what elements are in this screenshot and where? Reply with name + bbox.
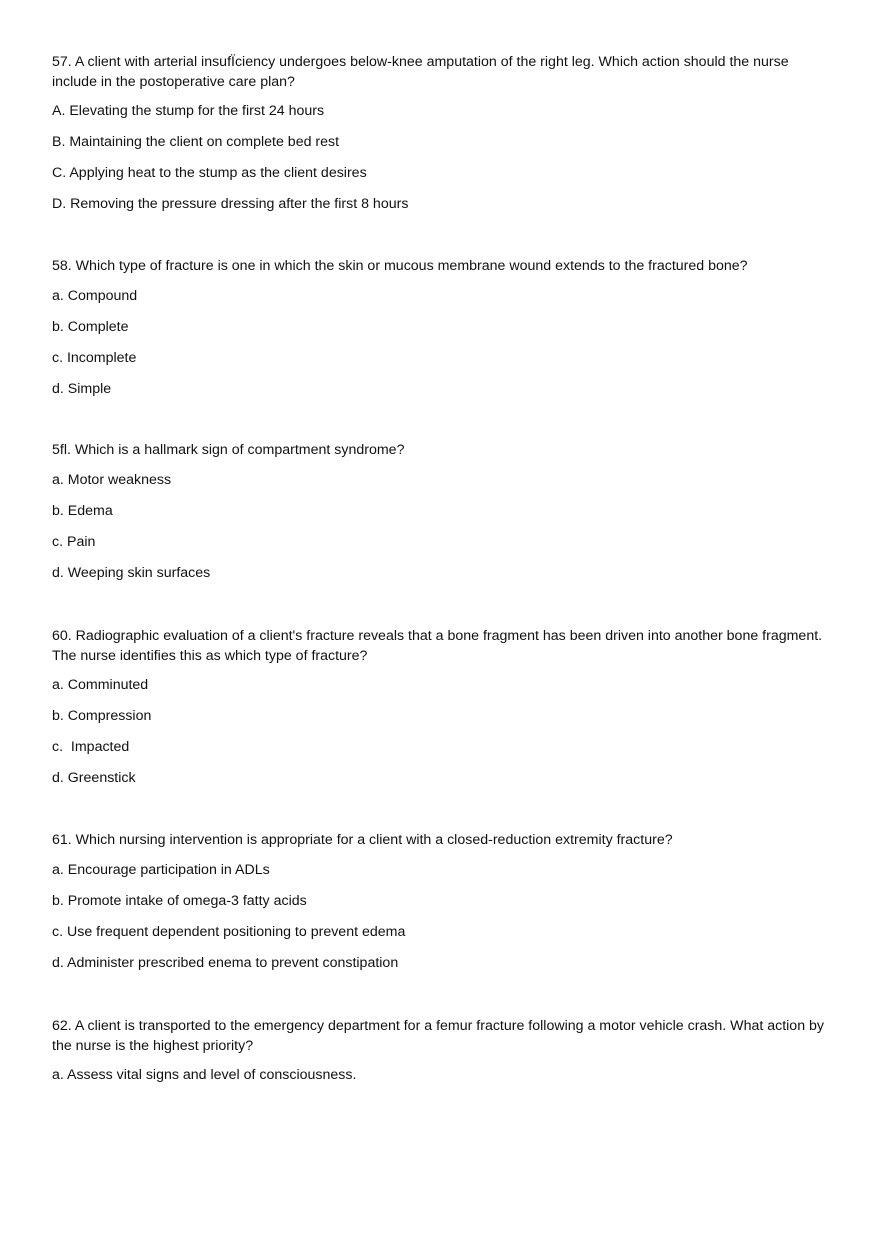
question-57 <box>52 53 832 226</box>
question-text: 60. Radiographic evaluation of a client's fracture reveals that a bone fragment has been driven into another bone fragment. The nurse identifies this as which type of fracture? <box>52 628 823 664</box>
answer-option-c: C. Applying heat to the stump as the client desires <box>52 165 367 181</box>
answer-option-b: b. Promote intake of omega-3 fatty acids <box>52 892 307 909</box>
answer-option-a: a. Assess vital signs and level of consciousness. <box>52 1067 357 1083</box>
question-text: 62. A client is transported to the emergency department for a femur fracture following a motor vehicle crash. What action by the nurse is the highest priority? <box>52 1018 825 1054</box>
answer-option-c: c. Use frequent dependent positioning to prevent edema <box>52 923 406 940</box>
question-59 <box>52 441 832 595</box>
answer-option-b: b. Compression <box>52 708 152 724</box>
answer-option-a: a. Encourage participation in ADLs <box>52 861 270 878</box>
answer-option-d: d. Weeping skin surfaces <box>52 564 211 581</box>
answer-option-d: D. Removing the pressure dressing after the first 8 hours <box>52 196 409 212</box>
answer-option-b: b. Complete <box>52 318 129 335</box>
answer-option-b: B. Maintaining the client on complete bed rest <box>52 134 340 150</box>
answer-option-a: A. Elevating the stump for the first 24 hours <box>52 103 325 119</box>
answer-option-a: a. Comminuted <box>52 677 149 693</box>
question-60 <box>52 627 832 800</box>
answer-option-a: a. Compound <box>52 287 138 304</box>
question-58 <box>52 257 832 411</box>
answer-option-c: c. Pain <box>52 533 96 550</box>
answer-option-d: d. Greenstick <box>52 770 136 786</box>
answer-option-b: b. Edema <box>52 502 113 519</box>
answer-option-c: c. Incomplete <box>52 349 137 366</box>
question-text: 61. Which nursing intervention is appropriate for a client with a closed-reduction extremity fracture? <box>52 832 673 848</box>
answer-option-d: d. Administer prescribed enema to prevent constipation <box>52 954 399 971</box>
question-62 <box>52 1017 832 1097</box>
question-text: 5fl. Which is a hallmark sign of compartment syndrome? <box>52 442 405 458</box>
answer-option-a: a. Motor weakness <box>52 471 172 488</box>
question-61 <box>52 831 832 985</box>
question-text: 58. Which type of fracture is one in which the skin or mucous membrane wound extends to the fractured bone? <box>52 258 748 274</box>
answer-option-c: c. Impacted <box>52 739 130 755</box>
question-text: 57. A client with arterial insufÏciency undergoes below-knee amputation of the right leg. Which action should the nurse include in the postoperative care plan? <box>52 54 789 90</box>
answer-option-d: d. Simple <box>52 380 112 397</box>
